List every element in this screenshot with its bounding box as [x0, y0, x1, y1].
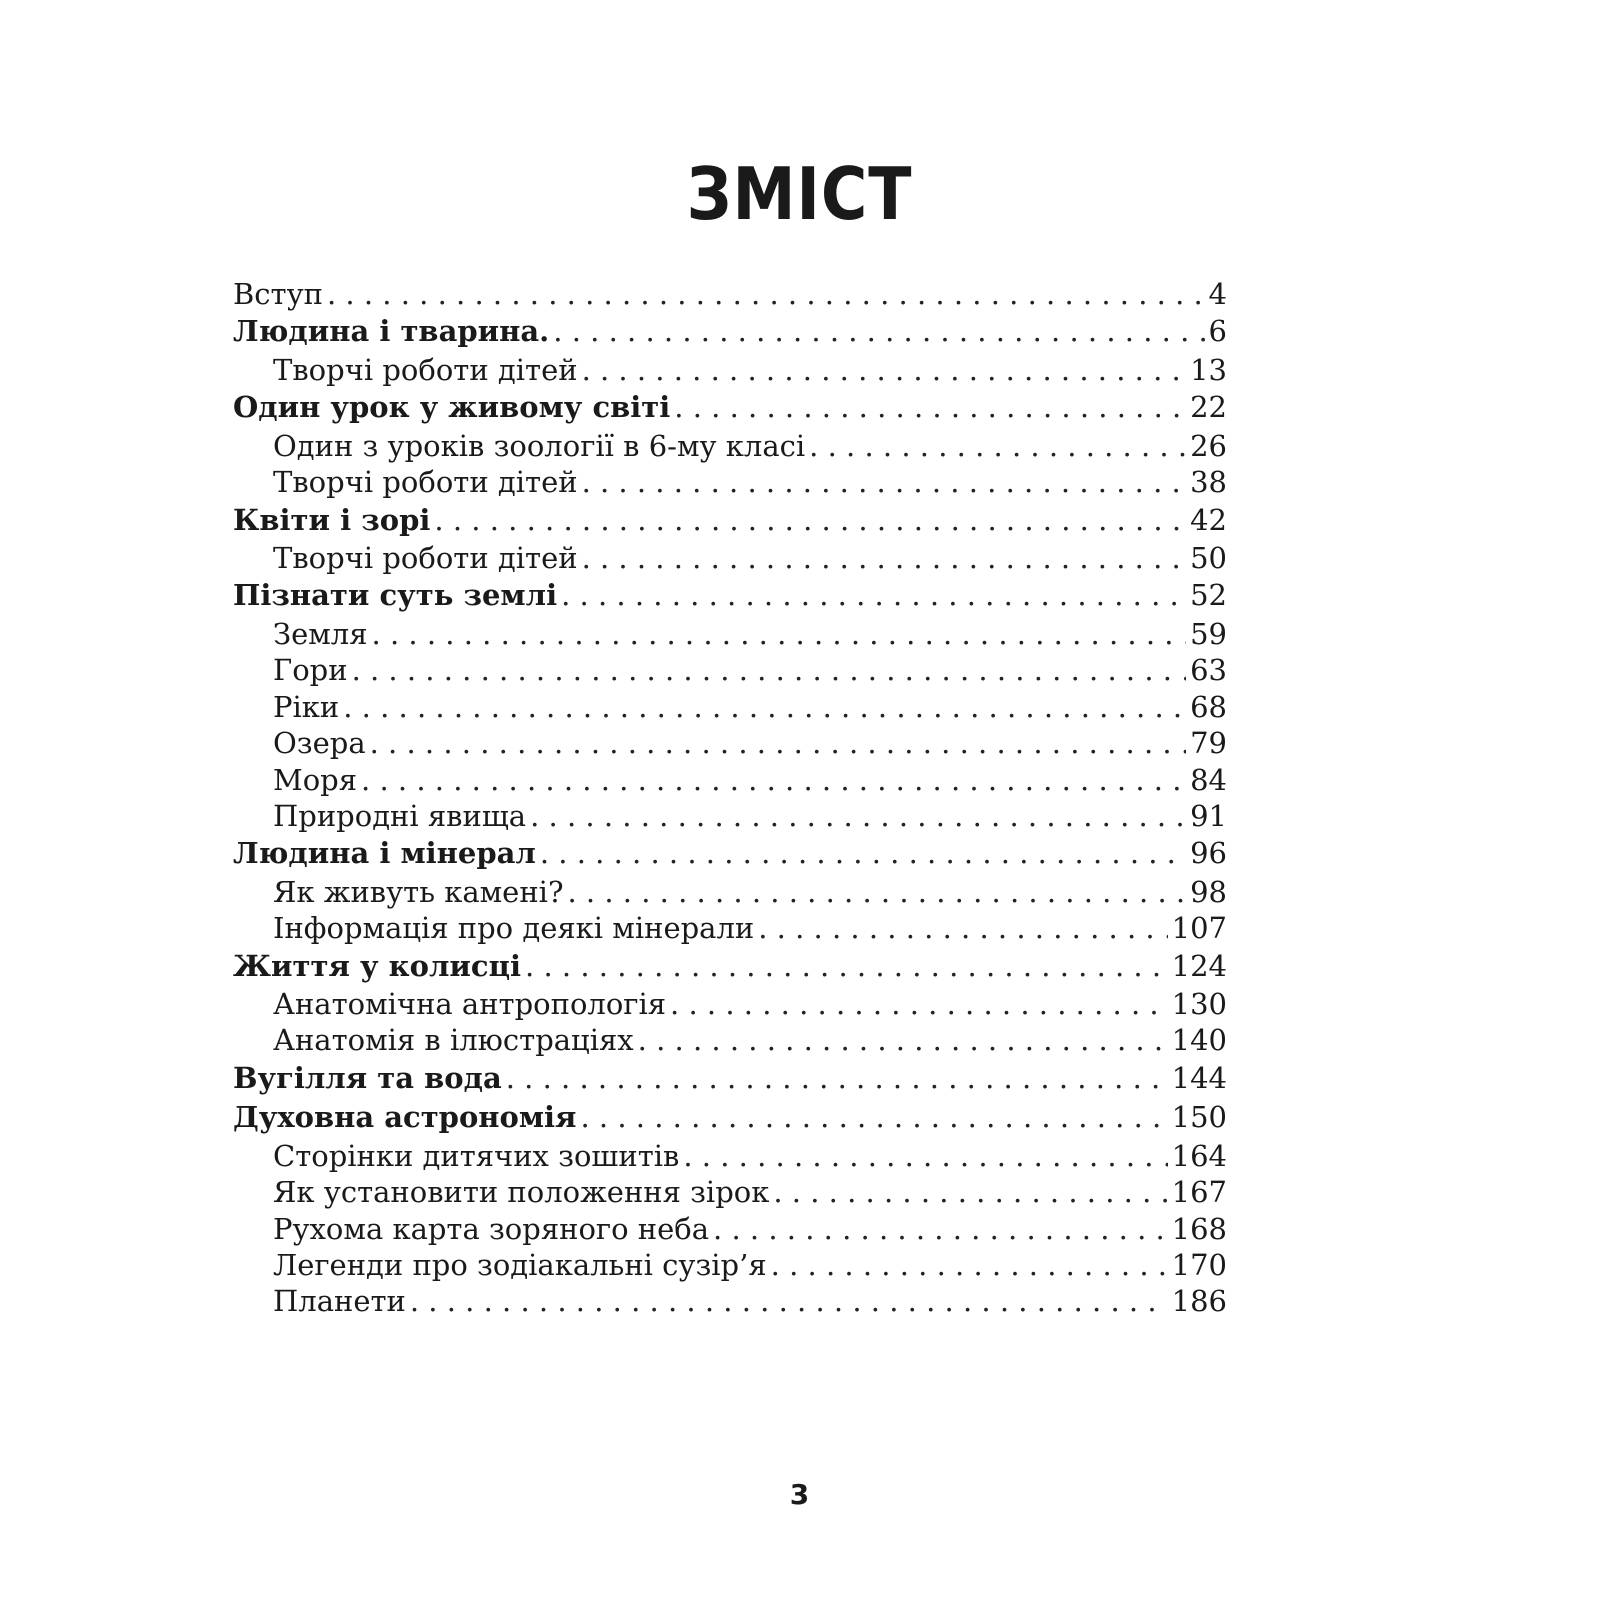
- toc-entry-title: Вугілля та вода: [233, 1060, 502, 1095]
- toc-entry-page: 186: [1171, 1284, 1227, 1319]
- dot-leader: [370, 725, 1186, 761]
- toc-entry-page: 150: [1171, 1100, 1227, 1135]
- table-of-contents: [233, 276, 1227, 1320]
- toc-entry-title: Пізнати суть землі: [233, 578, 558, 613]
- toc-entry-title: Анатомія в ілюстраціях: [273, 1023, 634, 1058]
- dot-leader: [343, 689, 1186, 725]
- toc-entry-title: Один з уроків зоології в 6-му класі: [273, 428, 806, 463]
- dot-leader: [352, 652, 1187, 688]
- toc-chapter: [233, 576, 1227, 616]
- toc-entry-page: 22: [1190, 390, 1227, 425]
- toc-entry-title: Як живуть камені?: [273, 874, 564, 909]
- dot-leader: [506, 1059, 1168, 1099]
- toc-entry-page: 79: [1190, 726, 1227, 761]
- dot-leader: [674, 388, 1186, 428]
- toc-entry-page: 96: [1190, 836, 1227, 871]
- toc-chapter: [233, 947, 1227, 987]
- toc-entry-title: Творчі роботи дітей: [273, 465, 578, 500]
- dot-leader: [582, 464, 1187, 500]
- toc-entry-page: 107: [1171, 911, 1227, 946]
- toc-entry-title: Життя у колисці: [233, 948, 522, 983]
- toc-entry-page: 13: [1190, 352, 1227, 387]
- toc-entry-page: 98: [1190, 874, 1227, 909]
- toc-entry-page: 26: [1190, 428, 1227, 463]
- dot-leader: [561, 576, 1186, 616]
- dot-leader: [809, 428, 1186, 464]
- toc-entry-page: 170: [1171, 1248, 1227, 1283]
- page-number: 3: [789, 1478, 810, 1511]
- dot-leader: [410, 1283, 1168, 1319]
- toc-subsection: [233, 986, 1227, 1022]
- toc-entry-title: Квіти і зорі: [233, 502, 431, 537]
- dot-leader: [773, 1174, 1167, 1210]
- toc-entry-page: 38: [1190, 465, 1227, 500]
- toc-entry-page: 4: [1208, 277, 1227, 311]
- toc-subsection: [233, 1283, 1227, 1319]
- dot-leader: [568, 874, 1187, 910]
- toc-entry-page: 84: [1190, 762, 1227, 797]
- toc-entry-page: 6: [1208, 314, 1227, 349]
- toc-subsection: [233, 762, 1227, 798]
- toc-entry-title: Людина і мінерал: [233, 836, 536, 871]
- toc-entry-title: Як установити положення зірок: [273, 1175, 770, 1210]
- dot-leader: [582, 540, 1187, 576]
- toc-chapter: [233, 501, 1227, 541]
- toc-entry-page: 52: [1190, 578, 1227, 613]
- toc-subsection: [233, 1022, 1227, 1058]
- toc-entry-page: 42: [1190, 502, 1227, 537]
- toc-subsection: [233, 540, 1227, 576]
- toc-subsection: [233, 1174, 1227, 1210]
- toc-entry: [233, 276, 1227, 312]
- toc-entry-title: Озера: [273, 726, 366, 761]
- toc-entry-title: Планети: [273, 1284, 406, 1319]
- toc-entry-page: 68: [1190, 689, 1227, 724]
- toc-subsection: [233, 725, 1227, 761]
- toc-subsection: [233, 1138, 1227, 1174]
- toc-subsection: [233, 798, 1227, 834]
- toc-entry-page: 168: [1171, 1211, 1227, 1246]
- dot-leader: [327, 276, 1205, 312]
- dot-leader: [638, 1022, 1168, 1058]
- toc-entry-title: Земля: [273, 616, 368, 651]
- toc-chapter: [233, 1098, 1227, 1138]
- toc-entry-title: Рухома карта зоряного неба: [273, 1211, 710, 1246]
- toc-entry-title: Творчі роботи дітей: [273, 541, 578, 576]
- toc-subsection: [233, 428, 1227, 464]
- toc-entry-title: Гори: [273, 653, 348, 688]
- toc-entry-title: Творчі роботи дітей: [273, 352, 578, 387]
- toc-entry-page: 63: [1190, 653, 1227, 688]
- toc-entry-title: Ріки: [273, 689, 340, 724]
- toc-entry-title: Моря: [273, 762, 358, 797]
- dot-leader: [683, 1138, 1167, 1174]
- toc-entry-page: 59: [1190, 616, 1227, 651]
- toc-subsection: [233, 874, 1227, 910]
- toc-entry-page: 144: [1171, 1060, 1227, 1095]
- dot-leader: [553, 312, 1204, 352]
- dot-leader: [582, 352, 1187, 388]
- toc-subsection: [233, 652, 1227, 688]
- toc-entry-title: Інформація про деякі мінерали: [273, 911, 755, 946]
- toc-entry-title: Анатомічна антропологія: [273, 987, 667, 1022]
- toc-entry-title: Сторінки дитячих зошитів: [273, 1138, 680, 1173]
- toc-chapter: [233, 312, 1227, 352]
- dot-leader: [713, 1211, 1168, 1247]
- toc-subsection: [233, 464, 1227, 500]
- toc-entry-page: 130: [1171, 987, 1227, 1022]
- dot-leader: [540, 834, 1186, 874]
- dot-leader: [530, 798, 1186, 834]
- toc-entry-title: Людина і тварина.: [233, 314, 550, 349]
- toc-chapter: [233, 1059, 1227, 1099]
- toc-entry-title: Один урок у живому світі: [233, 390, 671, 425]
- toc-subsection: [233, 1211, 1227, 1247]
- dot-leader: [525, 947, 1168, 987]
- dot-leader: [758, 910, 1167, 946]
- toc-subsection: [233, 910, 1227, 946]
- toc-subsection: [233, 689, 1227, 725]
- toc-entry-title: Духовна астрономія: [233, 1100, 577, 1135]
- page-title: ЗМІСТ: [686, 152, 913, 236]
- toc-entry-title: Легенди про зодіакальні сузір’я: [273, 1248, 767, 1283]
- toc-entry-title: Вступ: [233, 277, 323, 311]
- toc-subsection: [233, 616, 1227, 652]
- toc-entry-page: 50: [1190, 541, 1227, 576]
- toc-entry-page: 91: [1190, 798, 1227, 833]
- toc-chapter: [233, 388, 1227, 428]
- toc-entry-page: 167: [1171, 1175, 1227, 1210]
- toc-chapter: [233, 834, 1227, 874]
- dot-leader: [771, 1247, 1168, 1283]
- toc-subsection: [233, 1247, 1227, 1283]
- toc-subsection: [233, 352, 1227, 388]
- toc-entry-page: 140: [1171, 1023, 1227, 1058]
- toc-entry-page: 164: [1171, 1138, 1227, 1173]
- dot-leader: [580, 1098, 1167, 1138]
- dot-leader: [372, 616, 1187, 652]
- toc-entry-page: 124: [1171, 948, 1227, 983]
- dot-leader: [670, 986, 1168, 1022]
- dot-leader: [361, 762, 1186, 798]
- dot-leader: [434, 501, 1186, 541]
- toc-entry-title: Природні явища: [273, 798, 527, 833]
